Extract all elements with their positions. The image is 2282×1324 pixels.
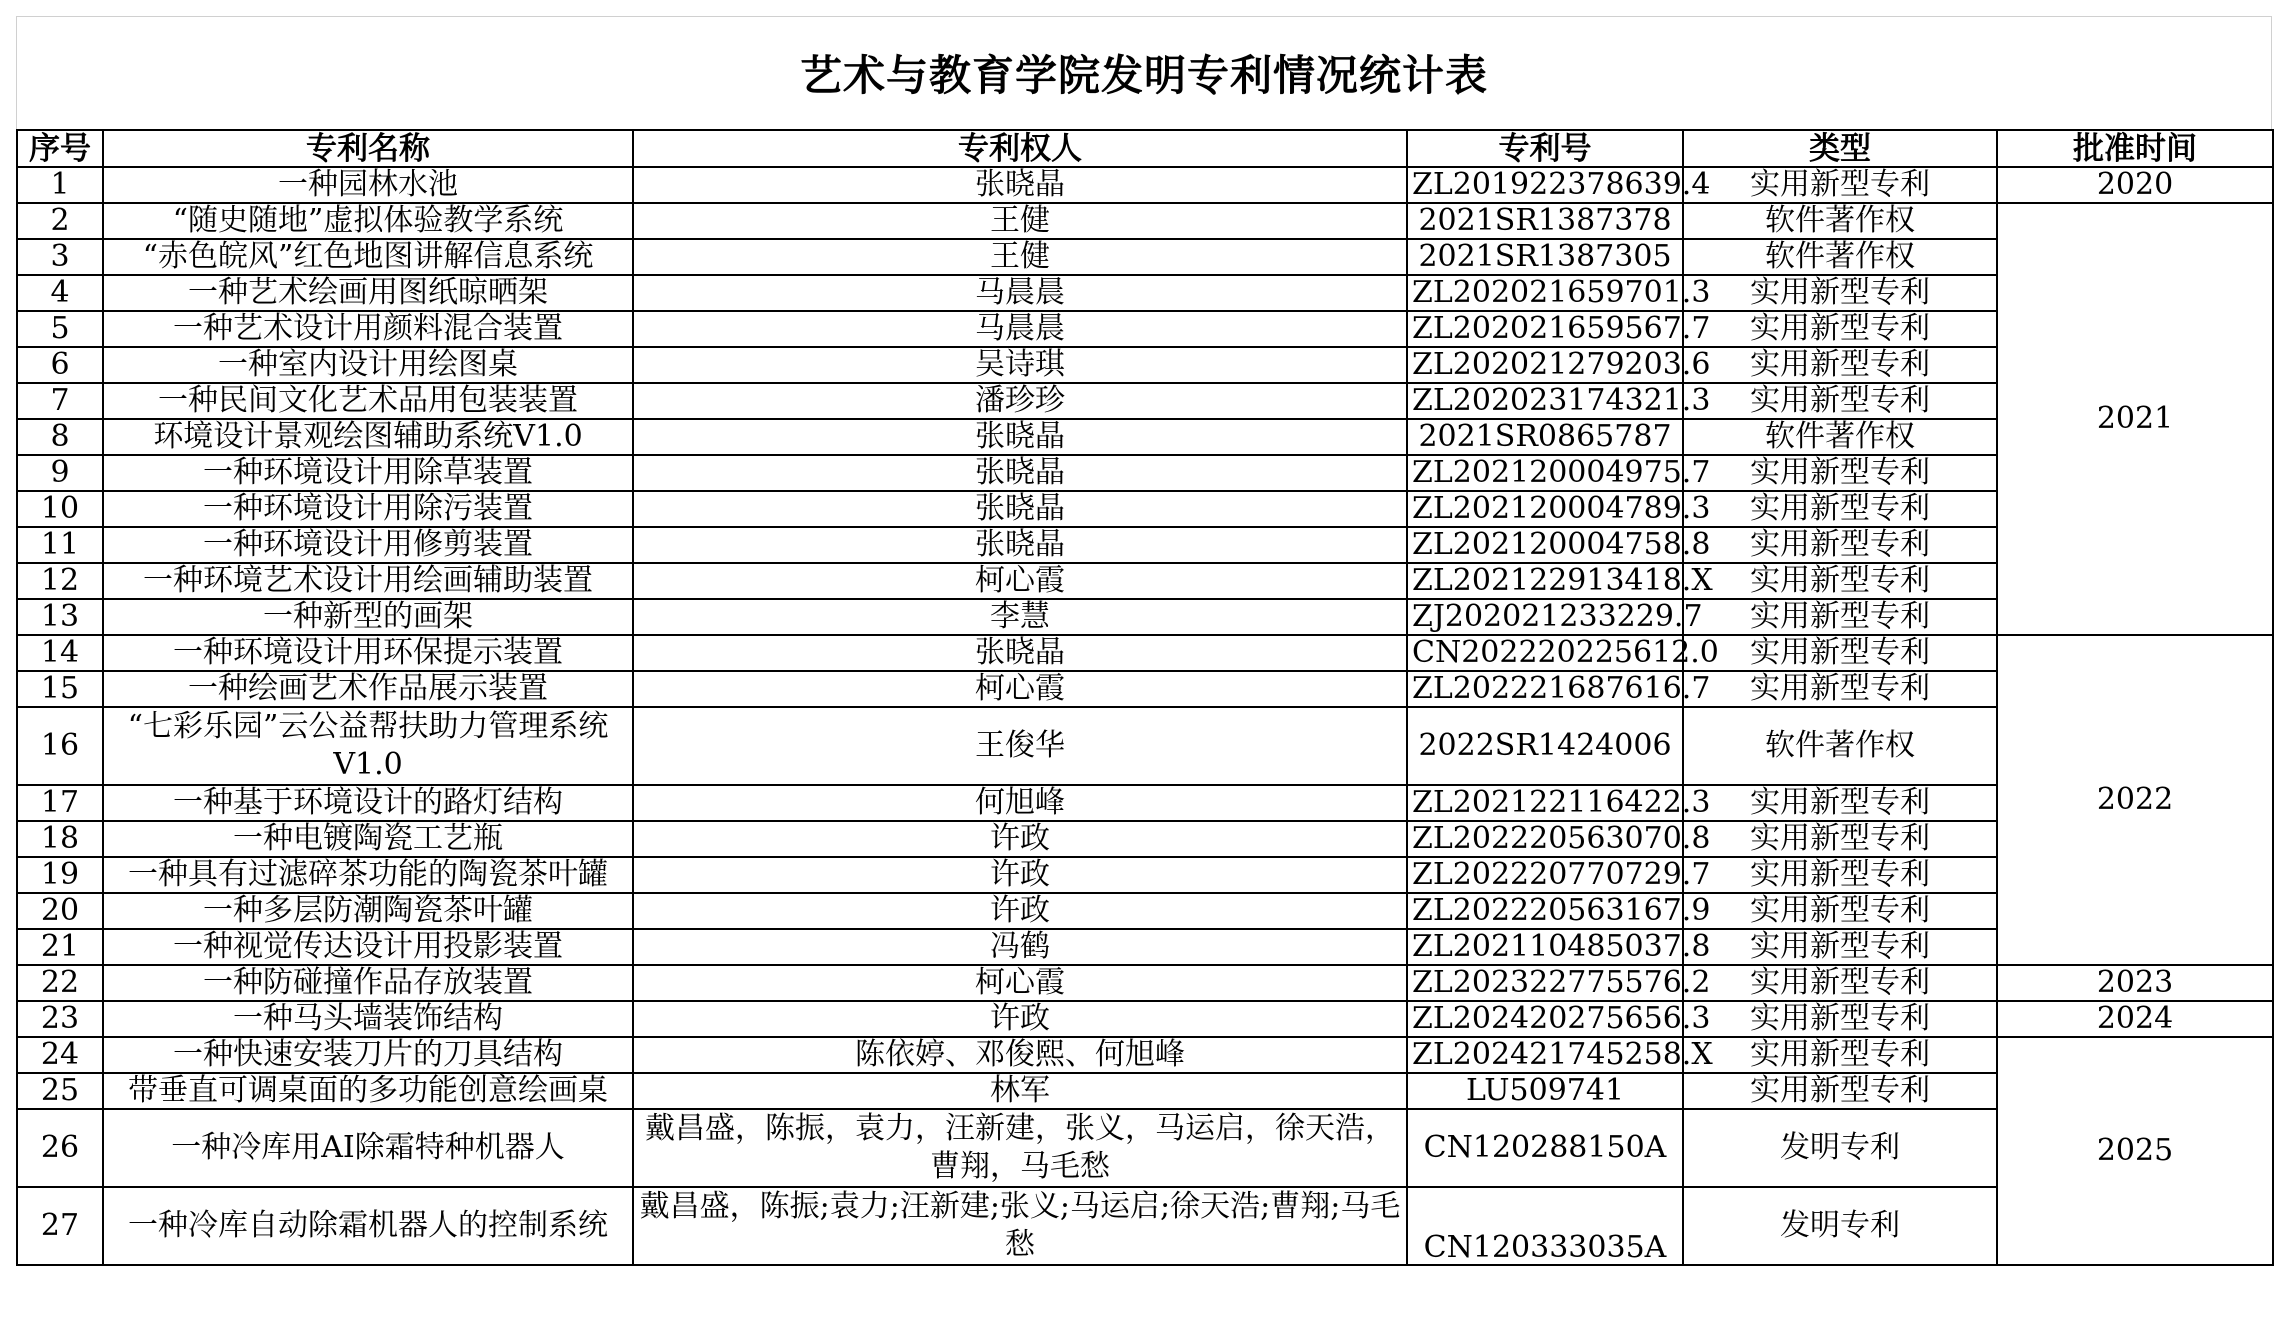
cell-owner: 冯鹤 <box>633 929 1407 965</box>
cell-name: 一种新型的画架 <box>103 599 633 635</box>
cell-owner: 许政 <box>633 857 1407 893</box>
cell-number: CN120333035A <box>1407 1187 1683 1265</box>
header-row <box>17 130 2273 167</box>
cell-number: ZL202220563070.8 <box>1407 821 1683 857</box>
table-row <box>17 167 2273 203</box>
cell-no: 25 <box>17 1073 103 1109</box>
cell-year: 2020 <box>1997 167 2273 203</box>
spreadsheet <box>16 16 2272 1312</box>
cell-number: ZL202021659701.3 <box>1407 275 1683 311</box>
table-row <box>17 1109 2273 1187</box>
table-row <box>17 527 2273 563</box>
cell-number: LU509741 <box>1407 1073 1683 1109</box>
cell-no: 9 <box>17 455 103 491</box>
cell-name: 一种艺术绘画用图纸晾晒架 <box>103 275 633 311</box>
cell-owner: 张晓晶 <box>633 167 1407 203</box>
cell-name: 一种基于环境设计的路灯结构 <box>103 785 633 821</box>
cell-year: 2024 <box>1997 1001 2273 1037</box>
cell-type: 实用新型专利 <box>1683 1001 1997 1037</box>
cell-year: 2025 <box>1997 1037 2273 1265</box>
cell-owner: 张晓晶 <box>633 527 1407 563</box>
cell-name: 一种马头墙装饰结构 <box>103 1001 633 1037</box>
cell-type: 发明专利 <box>1683 1187 1997 1265</box>
cell-no: 20 <box>17 893 103 929</box>
cell-no: 23 <box>17 1001 103 1037</box>
cell-number: ZL202021659567.7 <box>1407 311 1683 347</box>
cell-no: 3 <box>17 239 103 275</box>
cell-type: 软件著作权 <box>1683 707 1997 785</box>
cell-number: ZL202120004758.8 <box>1407 527 1683 563</box>
cell-number: ZL202110485037.8 <box>1407 929 1683 965</box>
cell-number: ZL202122913418.X <box>1407 563 1683 599</box>
cell-no: 2 <box>17 203 103 239</box>
cell-number: 2021SR1387305 <box>1407 239 1683 275</box>
cell-number: ZL202220770729.7 <box>1407 857 1683 893</box>
cell-name: 一种具有过滤碎茶功能的陶瓷茶叶罐 <box>103 857 633 893</box>
table-row <box>17 275 2273 311</box>
cell-type: 实用新型专利 <box>1683 491 1997 527</box>
cell-no: 8 <box>17 419 103 455</box>
cell-name: 一种园林水池 <box>103 167 633 203</box>
table-row <box>17 965 2273 1001</box>
cell-name: 一种环境设计用除污装置 <box>103 491 633 527</box>
column-header-owner: 专利权人 <box>633 130 1407 167</box>
table-row <box>17 893 2273 929</box>
cell-number: CN202220225612.0 <box>1407 635 1683 671</box>
cell-no: 5 <box>17 311 103 347</box>
cell-name: 一种艺术设计用颜料混合装置 <box>103 311 633 347</box>
cell-no: 12 <box>17 563 103 599</box>
cell-name: “七彩乐园”云公益帮扶助力管理系统V1.0 <box>103 707 633 785</box>
cell-owner: 戴昌盛，陈振，袁力，汪新建，张义，马运启，徐天浩，曹翔，马毛愁 <box>633 1109 1407 1187</box>
table-row <box>17 491 2273 527</box>
table-row <box>17 929 2273 965</box>
cell-owner: 许政 <box>633 1001 1407 1037</box>
cell-no: 26 <box>17 1109 103 1187</box>
cell-number: ZL202120004789.3 <box>1407 491 1683 527</box>
cell-no: 19 <box>17 857 103 893</box>
cell-no: 16 <box>17 707 103 785</box>
cell-no: 24 <box>17 1037 103 1073</box>
cell-year: 2021 <box>1997 203 2273 635</box>
cell-type: 实用新型专利 <box>1683 893 1997 929</box>
cell-number: ZL202221687616.7 <box>1407 671 1683 707</box>
table-row <box>17 785 2273 821</box>
cell-owner: 柯心霞 <box>633 671 1407 707</box>
cell-type: 实用新型专利 <box>1683 635 1997 671</box>
table-row <box>17 1037 2273 1073</box>
cell-no: 14 <box>17 635 103 671</box>
cell-owner: 吴诗琪 <box>633 347 1407 383</box>
cell-name: 一种多层防潮陶瓷茶叶罐 <box>103 893 633 929</box>
column-header-number: 专利号 <box>1407 130 1683 167</box>
cell-number: ZL201922378639.4 <box>1407 167 1683 203</box>
cell-number: ZL202122116422.3 <box>1407 785 1683 821</box>
table-row <box>17 599 2273 635</box>
cell-owner: 柯心霞 <box>633 965 1407 1001</box>
cell-no: 1 <box>17 167 103 203</box>
cell-no: 17 <box>17 785 103 821</box>
table-row <box>17 1187 2273 1265</box>
cell-owner: 何旭峰 <box>633 785 1407 821</box>
cell-name: 一种防碰撞作品存放装置 <box>103 965 633 1001</box>
cell-name: “随史随地”虚拟体验教学系统 <box>103 203 633 239</box>
column-header-type: 类型 <box>1683 130 1997 167</box>
cell-owner: 王健 <box>633 203 1407 239</box>
cell-type: 实用新型专利 <box>1683 275 1997 311</box>
cell-owner: 戴昌盛，陈振;袁力;汪新建;张义;马运启;徐天浩;曹翔;马毛愁 <box>633 1187 1407 1265</box>
cell-owner: 许政 <box>633 821 1407 857</box>
cell-no: 27 <box>17 1187 103 1265</box>
cell-number: CN120288150A <box>1407 1109 1683 1187</box>
table-row <box>17 203 2273 239</box>
patent-table <box>16 129 2274 1266</box>
cell-name: “赤色皖风”红色地图讲解信息系统 <box>103 239 633 275</box>
cell-type: 实用新型专利 <box>1683 563 1997 599</box>
cell-name: 一种冷库自动除霜机器人的控制系统 <box>103 1187 633 1265</box>
cell-name: 一种民间文化艺术品用包装装置 <box>103 383 633 419</box>
cell-type: 软件著作权 <box>1683 419 1997 455</box>
cell-owner: 柯心霞 <box>633 563 1407 599</box>
cell-name: 一种环境设计用除草装置 <box>103 455 633 491</box>
table-row <box>17 1001 2273 1037</box>
table-row <box>17 635 2273 671</box>
table-row <box>17 1073 2273 1109</box>
cell-type: 软件著作权 <box>1683 203 1997 239</box>
cell-type: 实用新型专利 <box>1683 167 1997 203</box>
cell-number: 2021SR1387378 <box>1407 203 1683 239</box>
cell-name: 带垂直可调桌面的多功能创意绘画桌 <box>103 1073 633 1109</box>
cell-no: 11 <box>17 527 103 563</box>
cell-type: 实用新型专利 <box>1683 599 1997 635</box>
cell-type: 实用新型专利 <box>1683 671 1997 707</box>
cell-year: 2023 <box>1997 965 2273 1001</box>
cell-type: 实用新型专利 <box>1683 929 1997 965</box>
table-row <box>17 419 2273 455</box>
cell-number: 2022SR1424006 <box>1407 707 1683 785</box>
cell-type: 发明专利 <box>1683 1109 1997 1187</box>
cell-owner: 潘珍珍 <box>633 383 1407 419</box>
cell-no: 7 <box>17 383 103 419</box>
table-body <box>17 167 2273 1265</box>
cell-no: 22 <box>17 965 103 1001</box>
cell-type: 软件著作权 <box>1683 239 1997 275</box>
cell-type: 实用新型专利 <box>1683 965 1997 1001</box>
cell-type: 实用新型专利 <box>1683 311 1997 347</box>
table-row <box>17 857 2273 893</box>
cell-no: 21 <box>17 929 103 965</box>
cell-owner: 王俊华 <box>633 707 1407 785</box>
cell-name: 一种电镀陶瓷工艺瓶 <box>103 821 633 857</box>
table-row <box>17 455 2273 491</box>
cell-owner: 张晓晶 <box>633 419 1407 455</box>
cell-number: ZL202420275656.3 <box>1407 1001 1683 1037</box>
cell-year: 2022 <box>1997 635 2273 965</box>
cell-name: 一种绘画艺术作品展示装置 <box>103 671 633 707</box>
cell-number: ZL202021279203.6 <box>1407 347 1683 383</box>
cell-type: 实用新型专利 <box>1683 857 1997 893</box>
cell-owner: 张晓晶 <box>633 635 1407 671</box>
column-header-year: 批准时间 <box>1997 130 2273 167</box>
cell-number: ZL202023174321.3 <box>1407 383 1683 419</box>
cell-no: 4 <box>17 275 103 311</box>
cell-no: 10 <box>17 491 103 527</box>
cell-number: ZL202120004975.7 <box>1407 455 1683 491</box>
table-row <box>17 707 2273 785</box>
cell-no: 13 <box>17 599 103 635</box>
cell-type: 实用新型专利 <box>1683 1073 1997 1109</box>
cell-name: 一种视觉传达设计用投影装置 <box>103 929 633 965</box>
cell-name: 一种冷库用AI除霜特种机器人 <box>103 1109 633 1187</box>
cell-type: 实用新型专利 <box>1683 821 1997 857</box>
cell-owner: 马晨晨 <box>633 275 1407 311</box>
cell-type: 实用新型专利 <box>1683 785 1997 821</box>
table-row <box>17 563 2273 599</box>
cell-owner: 王健 <box>633 239 1407 275</box>
cell-owner: 林军 <box>633 1073 1407 1109</box>
cell-type: 实用新型专利 <box>1683 455 1997 491</box>
table-row <box>17 239 2273 275</box>
cell-name: 一种快速安装刀片的刀具结构 <box>103 1037 633 1073</box>
cell-type: 实用新型专利 <box>1683 527 1997 563</box>
cell-no: 6 <box>17 347 103 383</box>
table-row <box>17 671 2273 707</box>
cell-owner: 许政 <box>633 893 1407 929</box>
cell-owner: 李慧 <box>633 599 1407 635</box>
cell-no: 15 <box>17 671 103 707</box>
cell-owner: 马晨晨 <box>633 311 1407 347</box>
cell-type: 实用新型专利 <box>1683 383 1997 419</box>
table-row <box>17 821 2273 857</box>
table-row <box>17 347 2273 383</box>
cell-owner: 张晓晶 <box>633 455 1407 491</box>
cell-type: 实用新型专利 <box>1683 1037 1997 1073</box>
cell-number: ZL202322775576.2 <box>1407 965 1683 1001</box>
cell-number: ZL202421745258.X <box>1407 1037 1683 1073</box>
cell-name: 一种环境设计用修剪装置 <box>103 527 633 563</box>
cell-no: 18 <box>17 821 103 857</box>
cell-name: 一种环境设计用环保提示装置 <box>103 635 633 671</box>
cell-name: 一种环境艺术设计用绘画辅助装置 <box>103 563 633 599</box>
cell-number: ZL202220563167.9 <box>1407 893 1683 929</box>
sheet-title: 艺术与教育学院发明专利情况统计表 <box>16 16 2272 129</box>
column-header-no: 序号 <box>17 130 103 167</box>
column-header-name: 专利名称 <box>103 130 633 167</box>
cell-owner: 陈依婷、邓俊熙、何旭峰 <box>633 1037 1407 1073</box>
cell-type: 实用新型专利 <box>1683 347 1997 383</box>
table-row <box>17 311 2273 347</box>
table-row <box>17 383 2273 419</box>
cell-name: 一种室内设计用绘图桌 <box>103 347 633 383</box>
cell-number: 2021SR0865787 <box>1407 419 1683 455</box>
cell-name: 环境设计景观绘图辅助系统V1.0 <box>103 419 633 455</box>
cell-number: ZJ202021233229.7 <box>1407 599 1683 635</box>
cell-owner: 张晓晶 <box>633 491 1407 527</box>
